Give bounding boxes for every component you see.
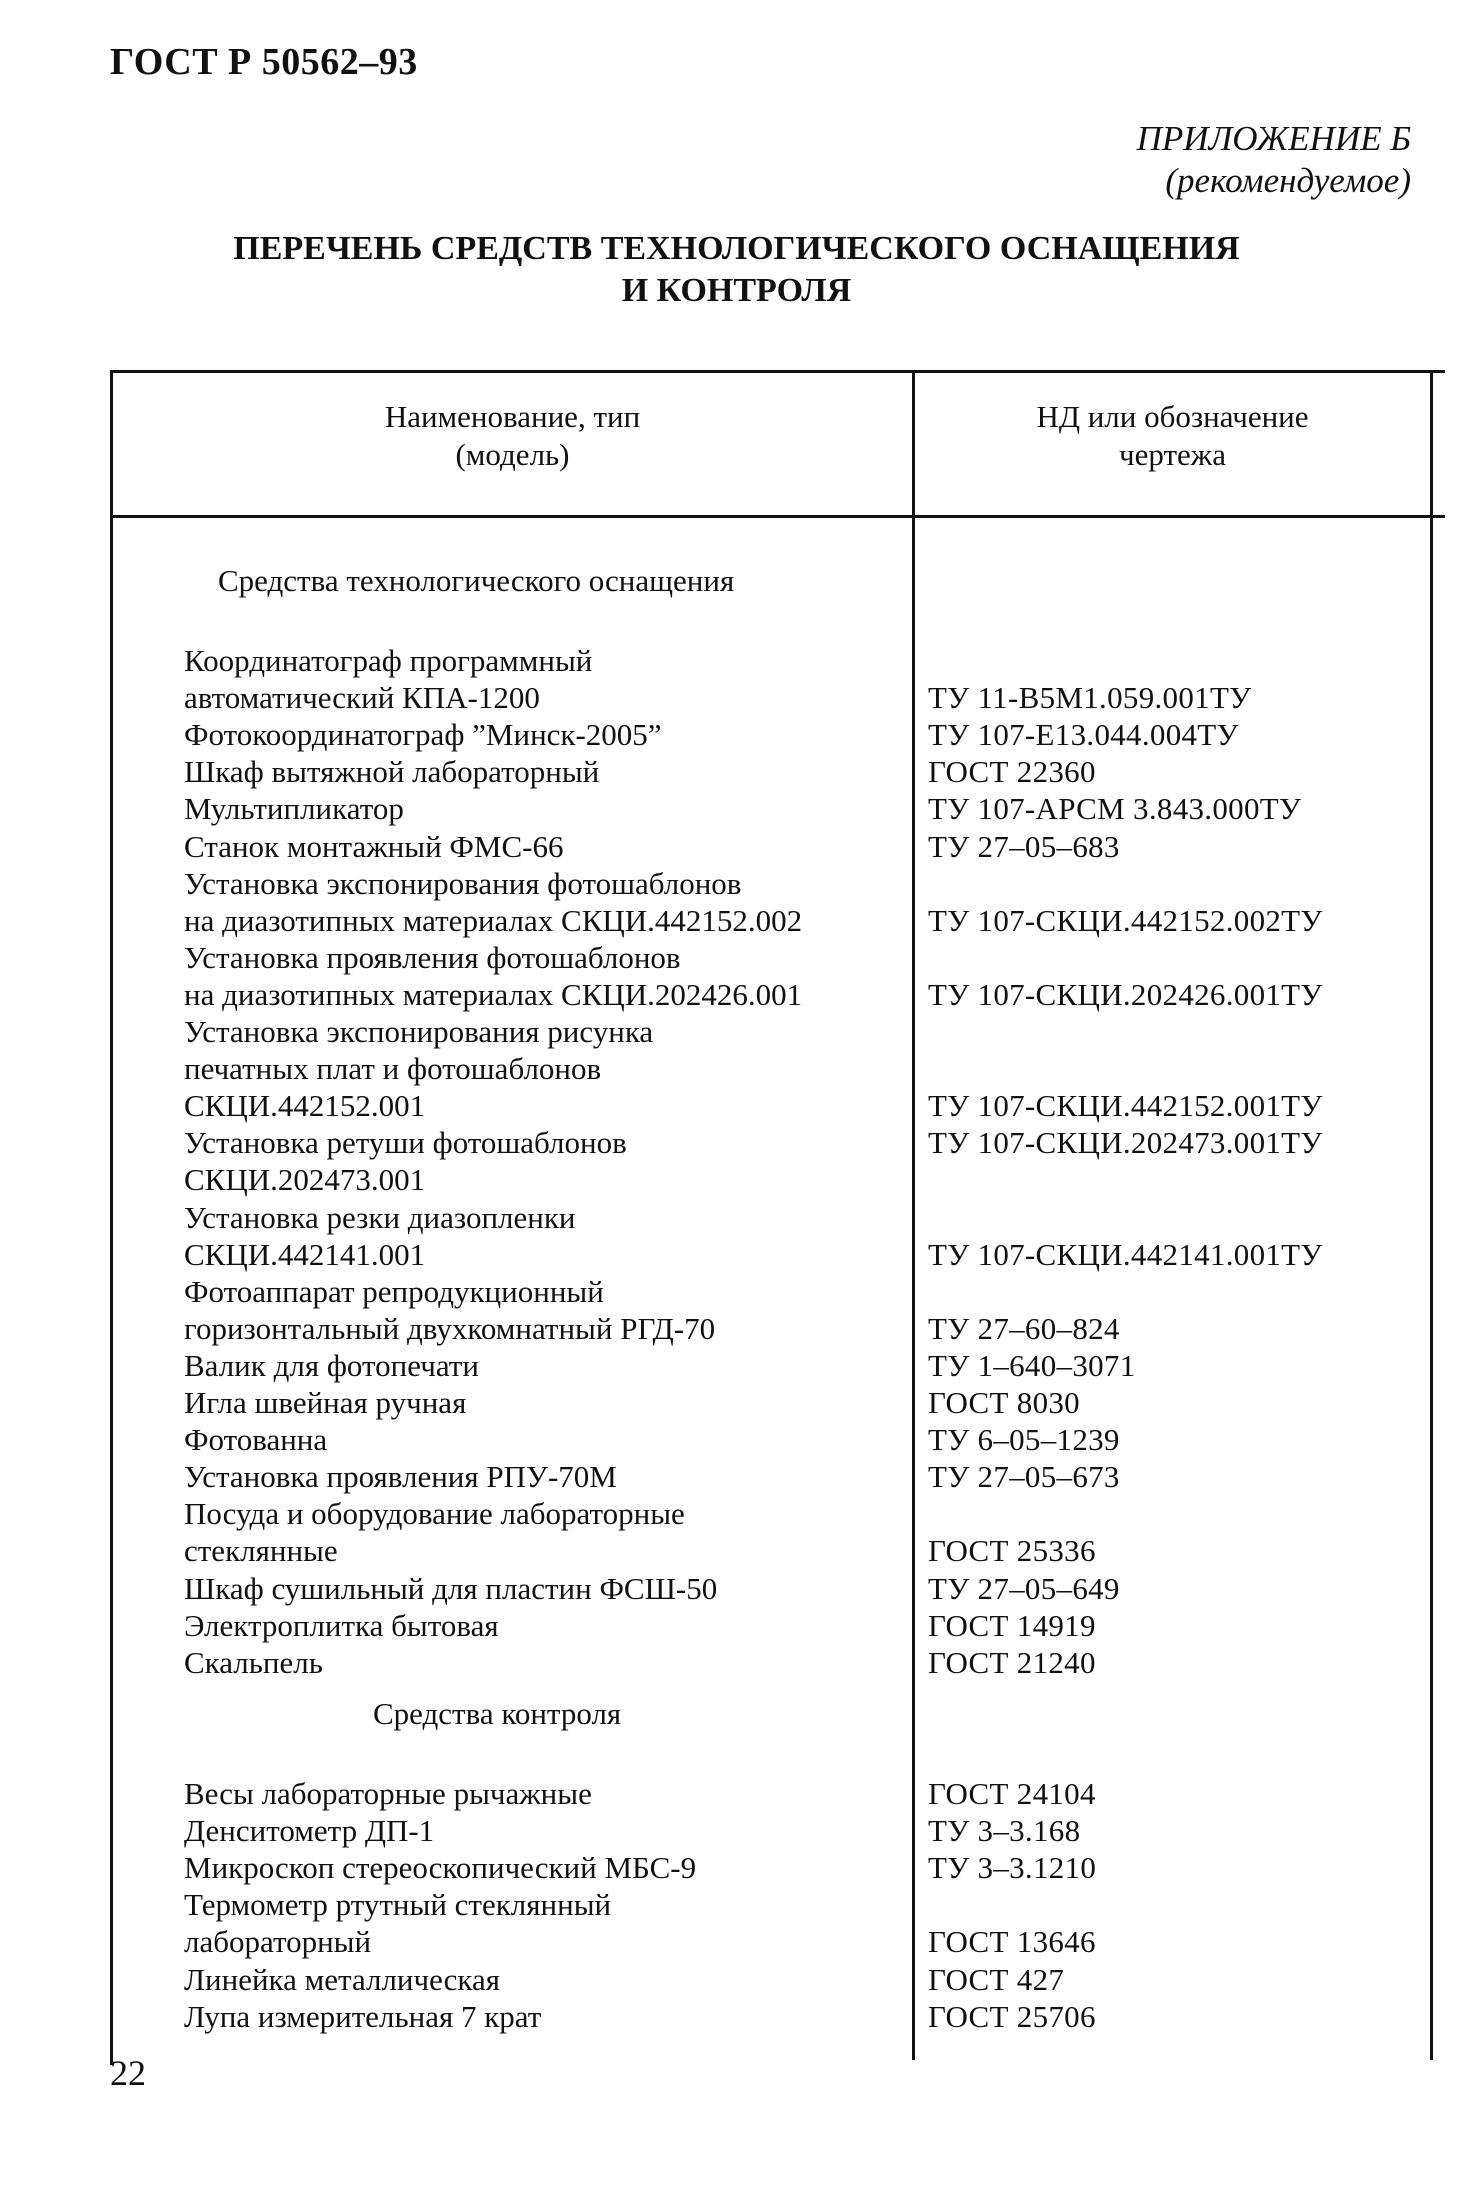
equipment-document: ТУ 27–60–824 [928,1310,1120,1346]
equipment-document: ТУ 27–05–683 [928,828,1120,864]
equipment-name: стеклянные [184,1533,338,1569]
equipment-document: ТУ 27–05–673 [928,1459,1120,1495]
column-header-document-line1: НД или обозначение [1036,399,1309,434]
section-title: Средства контроля [373,1696,622,1731]
equipment-name: Установка ретуши фотошаблонов [184,1125,627,1161]
table-row [0,1421,1473,1458]
equipment-document: ГОСТ 22360 [928,754,1096,790]
equipment-name: Линейка металлическая [184,1961,501,1997]
table-row [0,1886,1473,1923]
equipment-name: автоматический КПА-1200 [184,680,540,716]
section-title: Средства технологического оснащения [218,563,735,598]
column-header-name [113,398,912,474]
equipment-name: Электроплитка бытовая [184,1607,499,1643]
appendix-label [1137,118,1411,202]
equipment-name: Микроскоп стереоскопический МБС-9 [184,1850,697,1886]
table-row [0,679,1473,716]
table-row [0,1923,1473,1960]
equipment-name: Фотокоординатограф ”Минск-2005” [184,717,662,753]
equipment-name: Посуда и оборудование лабораторные [184,1496,685,1532]
table-row [0,716,1473,753]
equipment-name: на диазотипных материалах СКЦИ.442152.002 [184,902,803,938]
equipment-document: ТУ 107-СКЦИ.202473.001ТУ [928,1125,1323,1161]
page-number: 22 [110,2053,146,2093]
equipment-name: Установка проявления фотошаблонов [184,939,681,975]
table-row [0,1458,1473,1495]
equipment-document: ГОСТ 13646 [928,1924,1096,1960]
column-header-document-line2: чертежа [1119,437,1226,472]
equipment-name: Координатограф программный [184,643,593,678]
equipment-document: ГОСТ 14919 [928,1607,1096,1643]
equipment-name: Мультипликатор [184,791,404,827]
equipment-name: Весы лабораторные рычажные [184,1776,592,1811]
table-row [0,902,1473,939]
table-row [0,828,1473,865]
table-row [0,1273,1473,1310]
equipment-document: ТУ 107-СКЦИ.202426.001ТУ [928,976,1323,1012]
equipment-name: СКЦИ.442141.001 [184,1236,426,1272]
equipment-name: Фотоаппарат репродукционный [184,1273,604,1309]
table-row [0,642,1473,679]
equipment-document: ТУ 107-Е13.044.004ТУ [928,717,1239,753]
equipment-name: Установка проявления РПУ-70М [184,1459,617,1495]
equipment-name: Денситометр ДП-1 [184,1813,435,1849]
equipment-document: ТУ 11-В5М1.059.001ТУ [928,680,1252,716]
table-row [0,1644,1473,1681]
table-row [0,976,1473,1013]
equipment-document: ГОСТ 25706 [928,1998,1096,2034]
equipment-document: ТУ 3–3.168 [928,1813,1081,1849]
equipment-document: ГОСТ 25336 [928,1533,1096,1569]
equipment-name: Лупа измерительная 7 крат [184,1998,542,2034]
equipment-name: Валик для фотопечати [184,1347,479,1383]
equipment-name: Установка экспонирования фотошаблонов [184,865,742,901]
table-row [0,1310,1473,1347]
page-title-line2: И КОНТРОЛЯ [621,272,852,309]
equipment-name: Скальпель [184,1644,323,1680]
equipment-name: Установка экспонирования рисунка [184,1014,654,1049]
table-row [0,865,1473,902]
equipment-name: горизонтальный двухкомнатный РГД-70 [184,1310,716,1346]
equipment-document: ТУ 107-СКЦИ.442141.001ТУ [928,1236,1323,1272]
equipment-name: на диазотипных материалах СКЦИ.202426.001 [184,976,803,1012]
column-header-document [915,398,1430,474]
column-header-name-line2: (модель) [455,437,570,472]
table-row [0,1812,1473,1849]
equipment-name: Фотованна [184,1422,328,1458]
table-header-divider [110,515,1445,518]
table-row [0,1013,1473,1050]
table-row [0,1161,1473,1198]
equipment-name: печатных плат и фотошаблонов [184,1051,602,1087]
table-row [0,1849,1473,1886]
table-row [0,1050,1473,1087]
equipment-document: ГОСТ 24104 [928,1776,1096,1811]
table-row [0,1087,1473,1124]
table-row [0,1775,1473,1812]
table-row [0,1124,1473,1161]
appendix-title: ПРИЛОЖЕНИЕ Б [1136,119,1411,158]
table-row [0,790,1473,827]
equipment-document: ГОСТ 21240 [928,1644,1096,1680]
equipment-name: Шкаф вытяжной лабораторный [184,754,600,790]
table-row [0,1607,1473,1644]
table-row [0,1570,1473,1607]
equipment-name: Станок монтажный ФМС-66 [184,828,564,864]
table-row [0,939,1473,976]
column-header-name-line1: Наименование, тип [384,399,641,434]
table-row [0,1199,1473,1236]
equipment-document: ГОСТ 8030 [928,1385,1080,1420]
equipment-document: ГОСТ 427 [928,1961,1065,1997]
equipment-document: ТУ 107-СКЦИ.442152.001ТУ [928,1088,1323,1124]
equipment-name: лабораторный [184,1924,372,1960]
appendix-note: (рекомендуемое) [1165,161,1411,200]
document-code: ГОСТ Р 50562–93 [110,41,418,83]
table-row [0,753,1473,790]
page-title [0,228,1473,312]
equipment-name: Установка резки диазопленки [184,1199,576,1235]
equipment-name: СКЦИ.442152.001 [184,1088,426,1124]
equipment-name: Игла швейная ручная [184,1385,467,1420]
equipment-document: ТУ 1–640–3071 [928,1347,1136,1383]
equipment-name: Термометр ртутный стеклянный [184,1887,612,1923]
equipment-name: СКЦИ.202473.001 [184,1162,426,1198]
table-row [0,1998,1473,2035]
page-title-line1: ПЕРЕЧЕНЬ СРЕДСТВ ТЕХНОЛОГИЧЕСКОГО ОСНАЩЕНИЯ [233,230,1240,267]
equipment-document: ТУ 6–05–1239 [928,1422,1120,1458]
equipment-document: ТУ 107-СКЦИ.442152.002ТУ [928,902,1323,938]
equipment-document: ТУ 107-АРСМ 3.843.000ТУ [928,791,1302,827]
table-row [0,1347,1473,1384]
table-row [0,1384,1473,1421]
equipment-document: ТУ 27–05–649 [928,1570,1120,1606]
table-row [0,1236,1473,1273]
table-row [0,1961,1473,1998]
table-top-border [110,370,1445,373]
equipment-document: ТУ 3–3.1210 [928,1850,1097,1886]
table-row [0,1532,1473,1569]
equipment-name: Шкаф сушильный для пластин ФСШ-50 [184,1570,718,1606]
table-row [0,1495,1473,1532]
